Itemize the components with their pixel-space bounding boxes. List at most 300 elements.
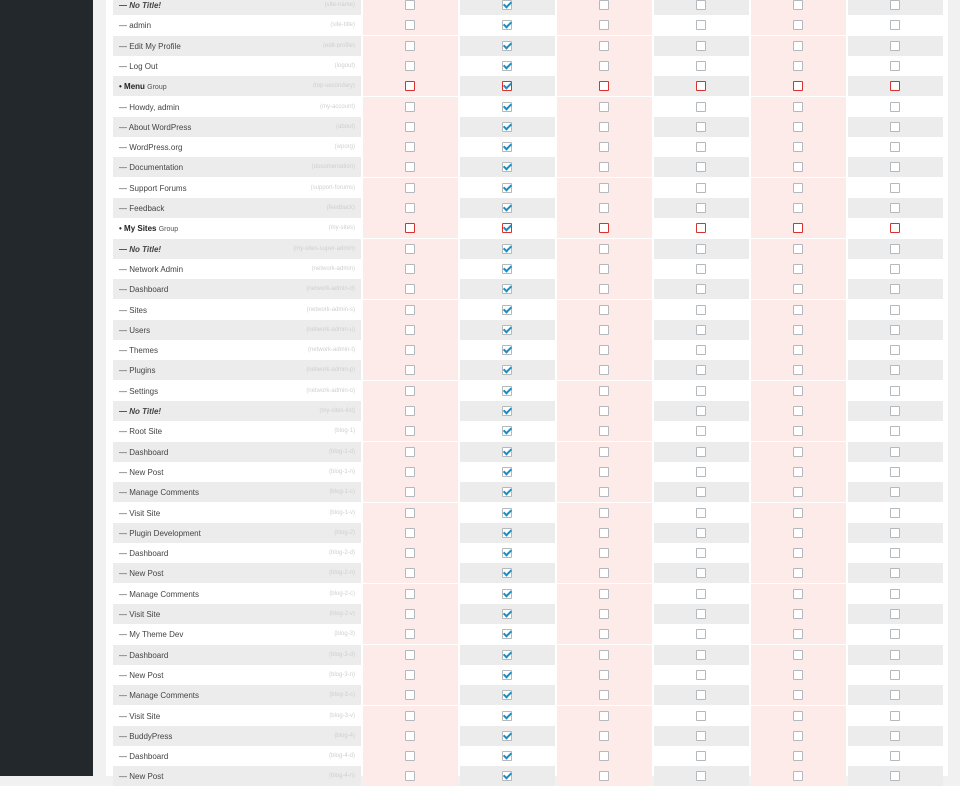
permission-checkbox[interactable] (696, 548, 706, 558)
permission-checkbox[interactable] (599, 629, 609, 639)
col-5-cell (751, 279, 846, 299)
row-label-text: — WordPress.org (119, 143, 183, 153)
permission-checkbox[interactable] (793, 345, 803, 355)
permission-checkbox[interactable] (405, 568, 415, 578)
permission-checkbox[interactable] (405, 690, 415, 700)
permission-checkbox[interactable] (502, 284, 512, 294)
permission-checkbox[interactable] (890, 447, 900, 457)
permission-checkbox[interactable] (890, 467, 900, 477)
permission-checkbox[interactable] (405, 589, 415, 599)
col-5-cell (751, 76, 846, 96)
permission-checkbox[interactable] (890, 771, 900, 781)
permission-checkbox[interactable] (599, 122, 609, 132)
permission-checkbox[interactable] (696, 447, 706, 457)
permission-checkbox[interactable] (696, 102, 706, 112)
permission-checkbox[interactable] (793, 61, 803, 71)
permission-checkbox[interactable] (599, 426, 609, 436)
permission-checkbox[interactable] (405, 467, 415, 477)
permission-checkbox[interactable] (793, 711, 803, 721)
permission-checkbox[interactable] (793, 629, 803, 639)
permission-checkbox[interactable] (793, 528, 803, 538)
permission-checkbox[interactable] (890, 203, 900, 213)
col-6-cell (848, 584, 943, 604)
row-label-cell (113, 36, 361, 56)
permission-checkbox[interactable] (793, 447, 803, 457)
permission-checkbox[interactable] (696, 162, 706, 172)
permission-checkbox[interactable] (405, 325, 415, 335)
permission-checkbox[interactable] (890, 386, 900, 396)
permission-checkbox[interactable] (599, 447, 609, 457)
permission-checkbox[interactable] (890, 711, 900, 721)
permission-checkbox[interactable] (696, 508, 706, 518)
permission-checkbox[interactable] (696, 345, 706, 355)
permission-checkbox[interactable] (599, 406, 609, 416)
permission-checkbox[interactable] (793, 183, 803, 193)
permission-checkbox[interactable] (890, 264, 900, 274)
permission-checkbox[interactable] (890, 244, 900, 254)
permission-checkbox[interactable] (793, 670, 803, 680)
table-row (113, 76, 946, 96)
permission-checkbox[interactable] (890, 528, 900, 538)
col-3-cell (557, 36, 652, 56)
permission-checkbox[interactable] (405, 284, 415, 294)
permission-checkbox[interactable] (890, 589, 900, 599)
permission-checkbox[interactable] (793, 244, 803, 254)
permission-checkbox[interactable] (696, 365, 706, 375)
permission-checkbox[interactable] (502, 386, 512, 396)
col-5-cell (751, 360, 846, 380)
permission-checkbox[interactable] (599, 102, 609, 112)
permission-checkbox[interactable] (405, 305, 415, 315)
permission-checkbox[interactable] (599, 771, 609, 781)
permission-checkbox[interactable] (696, 122, 706, 132)
permission-checkbox[interactable] (502, 629, 512, 639)
permission-checkbox[interactable] (696, 771, 706, 781)
row-label-text: — Manage Comments (119, 488, 200, 498)
permission-checkbox[interactable] (599, 162, 609, 172)
permission-checkbox[interactable] (405, 629, 415, 639)
permission-checkbox[interactable] (696, 203, 706, 213)
permission-checkbox[interactable] (599, 203, 609, 213)
permission-checkbox[interactable] (696, 467, 706, 477)
permission-checkbox[interactable] (599, 670, 609, 680)
permission-checkbox[interactable] (696, 305, 706, 315)
permission-checkbox[interactable] (793, 751, 803, 761)
row-label-text: — My Theme Dev (119, 630, 184, 640)
permission-checkbox[interactable] (793, 223, 803, 233)
permission-checkbox[interactable] (502, 102, 512, 112)
permission-checkbox[interactable] (696, 183, 706, 193)
permission-checkbox[interactable] (405, 142, 415, 152)
permission-checkbox[interactable] (793, 609, 803, 619)
permission-checkbox[interactable] (890, 345, 900, 355)
permission-checkbox[interactable] (405, 365, 415, 375)
permission-checkbox[interactable] (405, 345, 415, 355)
permission-checkbox[interactable] (405, 548, 415, 558)
permission-checkbox[interactable] (502, 305, 512, 315)
permission-checkbox[interactable] (696, 264, 706, 274)
permission-checkbox[interactable] (502, 203, 512, 213)
permission-checkbox[interactable] (599, 690, 609, 700)
permission-checkbox[interactable] (696, 487, 706, 497)
permission-checkbox[interactable] (502, 711, 512, 721)
permission-checkbox[interactable] (890, 609, 900, 619)
permission-checkbox[interactable] (793, 508, 803, 518)
permission-checkbox[interactable] (890, 751, 900, 761)
permission-checkbox[interactable] (599, 325, 609, 335)
permission-checkbox[interactable] (696, 751, 706, 761)
row-id-hint: (blog-2-d) (328, 550, 355, 557)
permission-checkbox[interactable] (502, 690, 512, 700)
permission-checkbox[interactable] (793, 650, 803, 660)
permission-checkbox[interactable] (890, 670, 900, 680)
group-tag: Group (147, 84, 167, 92)
permission-checkbox[interactable] (502, 41, 512, 51)
permission-checkbox[interactable] (502, 447, 512, 457)
col-6-cell (848, 523, 943, 543)
col-3-cell (557, 604, 652, 624)
permission-checkbox[interactable] (793, 41, 803, 51)
permission-checkbox[interactable] (405, 183, 415, 193)
permission-checkbox[interactable] (599, 751, 609, 761)
permission-checkbox[interactable] (405, 264, 415, 274)
permission-checkbox[interactable] (405, 426, 415, 436)
permission-checkbox[interactable] (502, 244, 512, 254)
permission-checkbox[interactable] (405, 650, 415, 660)
col-1-cell (363, 36, 458, 56)
permission-checkbox[interactable] (696, 711, 706, 721)
permission-checkbox[interactable] (890, 426, 900, 436)
permission-checkbox[interactable] (502, 609, 512, 619)
col-2-cell (460, 706, 555, 726)
permission-checkbox[interactable] (890, 325, 900, 335)
permission-checkbox[interactable] (599, 345, 609, 355)
permission-checkbox[interactable] (696, 406, 706, 416)
row-label (119, 590, 199, 599)
permission-checkbox[interactable] (599, 731, 609, 741)
permission-checkbox[interactable] (890, 223, 900, 233)
permission-checkbox[interactable] (599, 487, 609, 497)
permission-checkbox[interactable] (502, 548, 512, 558)
permission-checkbox[interactable] (502, 487, 512, 497)
permission-checkbox[interactable] (599, 711, 609, 721)
permission-checkbox[interactable] (405, 41, 415, 51)
row-label-cell (113, 543, 361, 563)
col-3-cell (557, 97, 652, 117)
permission-checkbox[interactable] (599, 223, 609, 233)
permission-checkbox[interactable] (890, 487, 900, 497)
permission-checkbox[interactable] (405, 609, 415, 619)
table-row (113, 259, 946, 279)
table-row (113, 563, 946, 583)
permission-checkbox[interactable] (696, 650, 706, 660)
permission-checkbox[interactable] (793, 20, 803, 30)
permission-checkbox[interactable] (793, 162, 803, 172)
permission-checkbox[interactable] (696, 670, 706, 680)
row-label-text: • My Sites (119, 224, 157, 234)
permission-checkbox[interactable] (405, 203, 415, 213)
permission-checkbox[interactable] (890, 690, 900, 700)
table-row (113, 746, 946, 766)
permission-checkbox[interactable] (793, 203, 803, 213)
permission-checkbox[interactable] (890, 305, 900, 315)
permission-checkbox[interactable] (696, 731, 706, 741)
permission-checkbox[interactable] (599, 609, 609, 619)
permission-checkbox[interactable] (502, 61, 512, 71)
table-row (113, 340, 946, 360)
permission-checkbox[interactable] (599, 81, 609, 91)
row-label-text: — Edit My Profile (119, 41, 181, 51)
permission-checkbox[interactable] (405, 0, 415, 10)
permission-checkbox[interactable] (502, 731, 512, 741)
permission-checkbox[interactable] (696, 690, 706, 700)
permission-checkbox[interactable] (599, 0, 609, 10)
permission-checkbox[interactable] (793, 467, 803, 477)
permission-checkbox[interactable] (890, 731, 900, 741)
permission-checkbox[interactable] (599, 365, 609, 375)
permission-checkbox[interactable] (599, 244, 609, 254)
permission-checkbox[interactable] (890, 183, 900, 193)
permission-checkbox[interactable] (599, 386, 609, 396)
permission-checkbox[interactable] (405, 528, 415, 538)
permission-checkbox[interactable] (793, 386, 803, 396)
row-label-cell (113, 706, 361, 726)
permission-checkbox[interactable] (502, 81, 512, 91)
permission-checkbox[interactable] (696, 386, 706, 396)
permission-checkbox[interactable] (502, 162, 512, 172)
col-2-cell (460, 320, 555, 340)
permission-checkbox[interactable] (793, 589, 803, 599)
permission-checkbox[interactable] (502, 365, 512, 375)
permission-checkbox[interactable] (502, 264, 512, 274)
permission-checkbox[interactable] (793, 731, 803, 741)
permission-checkbox[interactable] (890, 365, 900, 375)
permission-checkbox[interactable] (405, 61, 415, 71)
permission-checkbox[interactable] (890, 61, 900, 71)
permission-checkbox[interactable] (405, 751, 415, 761)
permission-checkbox[interactable] (599, 589, 609, 599)
permission-checkbox[interactable] (405, 20, 415, 30)
col-5-cell (751, 766, 846, 786)
col-5-cell (751, 340, 846, 360)
permission-checkbox[interactable] (696, 244, 706, 254)
row-label-cell (113, 117, 361, 137)
col-5-cell (751, 137, 846, 157)
permission-checkbox[interactable] (502, 183, 512, 193)
permission-checkbox[interactable] (793, 406, 803, 416)
permission-checkbox[interactable] (502, 142, 512, 152)
permission-checkbox[interactable] (890, 162, 900, 172)
col-6-cell (848, 0, 943, 15)
permission-checkbox[interactable] (502, 508, 512, 518)
permission-checkbox[interactable] (502, 406, 512, 416)
permission-checkbox[interactable] (890, 508, 900, 518)
permission-checkbox[interactable] (599, 305, 609, 315)
permission-checkbox[interactable] (890, 81, 900, 91)
permission-checkbox[interactable] (405, 487, 415, 497)
permission-checkbox[interactable] (405, 711, 415, 721)
permission-checkbox[interactable] (599, 508, 609, 518)
col-4-cell (654, 482, 749, 502)
table-row (113, 0, 946, 15)
row-id-hint: (site-name) (324, 2, 355, 8)
row-label (119, 163, 183, 172)
col-4-cell (654, 340, 749, 360)
permission-checkbox[interactable] (405, 81, 415, 91)
permission-checkbox[interactable] (599, 548, 609, 558)
permission-checkbox[interactable] (793, 487, 803, 497)
permission-checkbox[interactable] (599, 20, 609, 30)
permission-checkbox[interactable] (599, 528, 609, 538)
permission-checkbox[interactable] (890, 102, 900, 112)
row-label (119, 671, 163, 680)
permission-checkbox[interactable] (502, 20, 512, 30)
col-5-cell (751, 0, 846, 15)
permission-checkbox[interactable] (599, 264, 609, 274)
permission-checkbox[interactable] (405, 223, 415, 233)
permission-checkbox[interactable] (599, 183, 609, 193)
permission-checkbox[interactable] (696, 284, 706, 294)
permission-checkbox[interactable] (890, 41, 900, 51)
permission-checkbox[interactable] (793, 264, 803, 274)
table-row (113, 15, 946, 35)
table-row (113, 523, 946, 543)
permission-checkbox[interactable] (793, 325, 803, 335)
row-label (119, 549, 168, 558)
permission-checkbox[interactable] (502, 751, 512, 761)
permission-checkbox[interactable] (890, 650, 900, 660)
permission-checkbox[interactable] (890, 629, 900, 639)
col-1-cell (363, 462, 458, 482)
permission-checkbox[interactable] (405, 122, 415, 132)
permission-checkbox[interactable] (793, 142, 803, 152)
table-row (113, 766, 946, 786)
row-id-hint: (blog-1-v) (329, 509, 355, 516)
permission-checkbox[interactable] (890, 20, 900, 30)
col-1-cell (363, 482, 458, 502)
permission-checkbox[interactable] (502, 589, 512, 599)
permission-checkbox[interactable] (793, 305, 803, 315)
permission-checkbox[interactable] (696, 142, 706, 152)
permission-checkbox[interactable] (890, 0, 900, 10)
permission-checkbox[interactable] (793, 690, 803, 700)
permission-checkbox[interactable] (502, 771, 512, 781)
permission-checkbox[interactable] (696, 528, 706, 538)
permission-checkbox[interactable] (696, 61, 706, 71)
col-3-cell (557, 15, 652, 35)
permission-checkbox[interactable] (890, 568, 900, 578)
permission-checkbox[interactable] (890, 548, 900, 558)
row-label-text: — New Post (119, 467, 164, 477)
permission-checkbox[interactable] (793, 284, 803, 294)
permission-checkbox[interactable] (696, 223, 706, 233)
permission-checkbox[interactable] (502, 528, 512, 538)
permission-checkbox[interactable] (696, 41, 706, 51)
row-label (119, 1, 161, 10)
permission-checkbox[interactable] (405, 670, 415, 680)
permission-checkbox[interactable] (405, 386, 415, 396)
permission-checkbox[interactable] (696, 325, 706, 335)
permission-checkbox[interactable] (696, 0, 706, 10)
permission-checkbox[interactable] (793, 365, 803, 375)
permission-checkbox[interactable] (793, 102, 803, 112)
col-5-cell (751, 239, 846, 259)
permission-checkbox[interactable] (502, 568, 512, 578)
row-label (119, 569, 163, 578)
col-5-cell (751, 381, 846, 401)
permission-checkbox[interactable] (502, 0, 512, 10)
permission-checkbox[interactable] (793, 81, 803, 91)
permission-checkbox[interactable] (696, 568, 706, 578)
permission-checkbox[interactable] (890, 406, 900, 416)
permission-checkbox[interactable] (793, 0, 803, 10)
permission-checkbox[interactable] (502, 223, 512, 233)
row-id-hint: (top-secondary) (312, 83, 355, 90)
permission-checkbox[interactable] (405, 771, 415, 781)
permission-checkbox[interactable] (599, 284, 609, 294)
permission-checkbox[interactable] (890, 284, 900, 294)
permission-checkbox[interactable] (502, 122, 512, 132)
permission-checkbox[interactable] (502, 650, 512, 660)
permission-checkbox[interactable] (890, 142, 900, 152)
permission-checkbox[interactable] (599, 41, 609, 51)
permission-checkbox[interactable] (793, 426, 803, 436)
permission-checkbox[interactable] (405, 508, 415, 518)
permission-checkbox[interactable] (696, 20, 706, 30)
permission-checkbox[interactable] (405, 102, 415, 112)
permission-checkbox[interactable] (599, 142, 609, 152)
permission-checkbox[interactable] (793, 122, 803, 132)
col-1-cell (363, 117, 458, 137)
permission-checkbox[interactable] (793, 568, 803, 578)
permission-checkbox[interactable] (793, 771, 803, 781)
permission-checkbox[interactable] (599, 650, 609, 660)
permission-checkbox[interactable] (405, 447, 415, 457)
row-label (119, 326, 150, 335)
row-label-cell (113, 137, 361, 157)
permission-checkbox[interactable] (405, 406, 415, 416)
permission-checkbox[interactable] (696, 629, 706, 639)
row-label-cell (113, 685, 361, 705)
row-id-hint: (network-admin) (311, 265, 355, 272)
col-3-cell (557, 442, 652, 462)
col-6-cell (848, 279, 943, 299)
permission-checkbox[interactable] (599, 467, 609, 477)
permission-checkbox[interactable] (502, 426, 512, 436)
permission-checkbox[interactable] (502, 467, 512, 477)
permission-checkbox[interactable] (599, 568, 609, 578)
permission-checkbox[interactable] (405, 162, 415, 172)
permission-checkbox[interactable] (793, 548, 803, 558)
permission-checkbox[interactable] (502, 345, 512, 355)
permission-checkbox[interactable] (599, 61, 609, 71)
col-6-cell (848, 706, 943, 726)
row-id-hint: (blog-4-n) (328, 773, 355, 780)
permission-checkbox[interactable] (405, 244, 415, 254)
permission-checkbox[interactable] (696, 81, 706, 91)
permission-checkbox[interactable] (890, 122, 900, 132)
permission-checkbox[interactable] (696, 609, 706, 619)
row-label-text: • Menu (119, 82, 145, 92)
permission-checkbox[interactable] (696, 589, 706, 599)
row-label-text: — Visit Site (119, 508, 161, 518)
permission-checkbox[interactable] (502, 670, 512, 680)
permission-checkbox[interactable] (696, 426, 706, 436)
col-6-cell (848, 198, 943, 218)
permission-checkbox[interactable] (502, 325, 512, 335)
permission-checkbox[interactable] (405, 731, 415, 741)
row-label-cell (113, 360, 361, 380)
